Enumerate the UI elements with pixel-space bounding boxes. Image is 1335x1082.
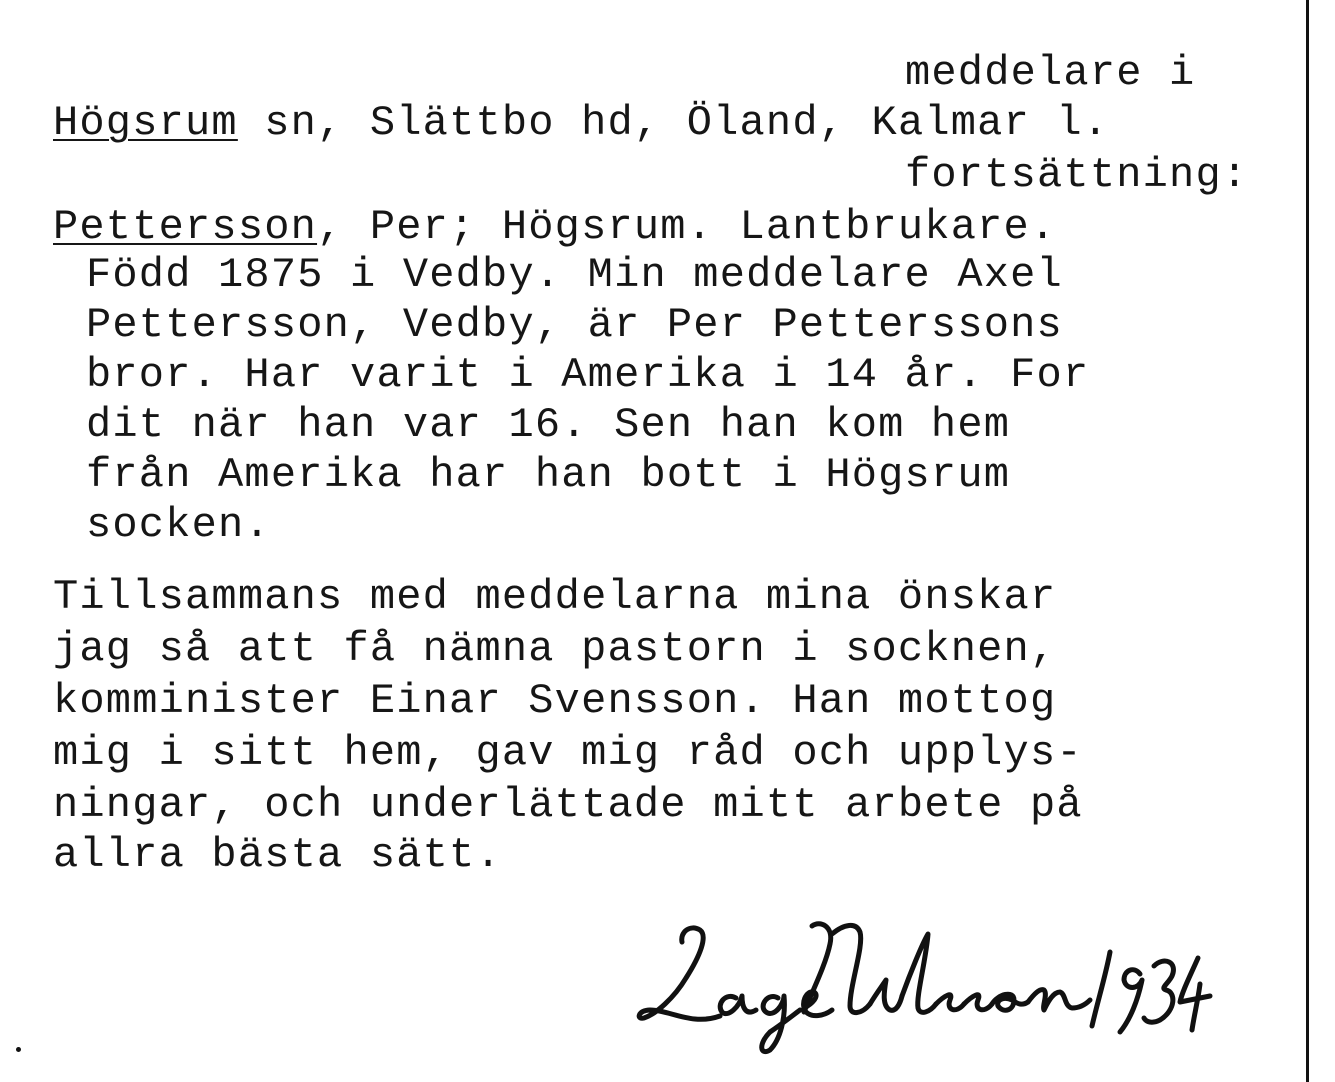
entry-first-line-rest: , Per; Högsrum. Lantbrukare. xyxy=(317,203,1057,251)
card-edge-line xyxy=(1306,0,1309,1082)
closing-line: komminister Einar Svensson. Han mottog xyxy=(53,677,1057,725)
handwritten-signature xyxy=(620,900,1220,1060)
entry-first-line xyxy=(53,202,1056,252)
entry-line: socken. xyxy=(86,501,271,549)
entry-line: bror. Har varit i Amerika i 14 år. For xyxy=(86,351,1090,399)
header-continuation: fortsättning: xyxy=(905,151,1249,199)
scan-speck xyxy=(16,1047,21,1052)
entry-line: Född 1875 i Vedby. Min meddelare Axel xyxy=(86,251,1063,299)
closing-line: mig i sitt hem, gav mig råd och upplys- xyxy=(53,729,1083,777)
entry-surname: Pettersson xyxy=(53,203,318,251)
closing-line: ningar, och underlättade mitt arbete på xyxy=(53,781,1083,829)
entry-line: Pettersson, Vedby, är Per Petterssons xyxy=(86,301,1063,349)
place-name: Högsrum xyxy=(53,99,238,147)
closing-line: Tillsammans med meddelarna mina önskar xyxy=(53,573,1057,621)
location-rest: sn, Slättbo hd, Öland, Kalmar l. xyxy=(237,99,1110,147)
closing-line: jag så att få nämna pastorn i socknen, xyxy=(53,625,1057,673)
closing-line: allra bästa sätt. xyxy=(53,831,502,879)
entry-line: dit när han var 16. Sen han kom hem xyxy=(86,401,1011,449)
entry-line: från Amerika har han bott i Högsrum xyxy=(86,451,1011,499)
header-location-line xyxy=(53,98,1109,148)
header-line-1: meddelare i xyxy=(905,49,1196,97)
